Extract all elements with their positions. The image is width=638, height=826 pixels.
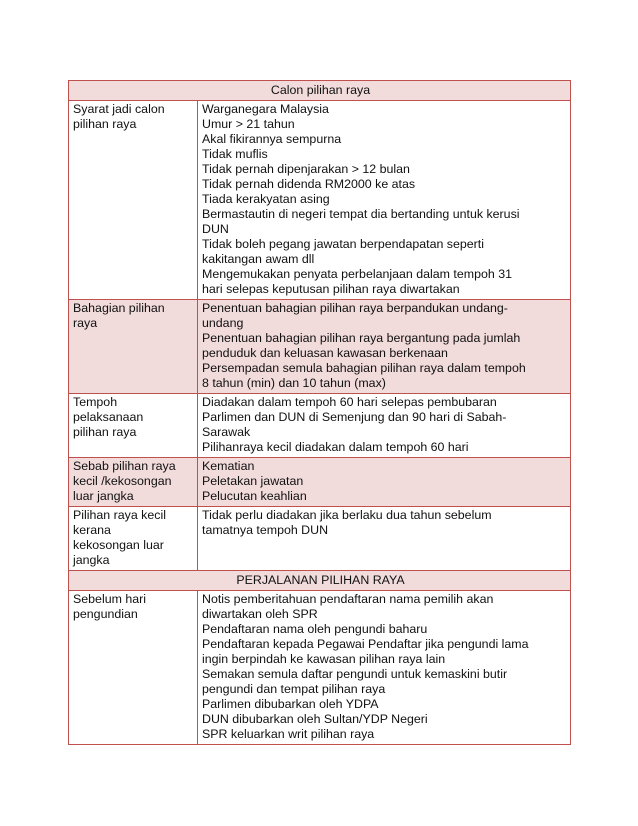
row-label-line: jangka	[73, 553, 110, 567]
row-label-line: Pilihan raya kecil	[73, 508, 166, 522]
detail-line: Semakan semula daftar pengundi untuk kemaskini butir	[202, 667, 508, 681]
row-label-line: pilihan raya	[73, 117, 137, 131]
detail-line: Diadakan dalam tempoh 60 hari selepas pembubaran	[202, 395, 497, 409]
detail-line: Warganegara Malaysia	[202, 102, 329, 116]
detail-line: Tidak boleh pegang jawatan berpendapatan seperti	[202, 237, 484, 251]
detail-line: diwartakan oleh SPR	[202, 607, 318, 621]
detail-line: ingin berpindah ke kawasan pilihan raya lain	[202, 652, 446, 666]
row-label	[69, 101, 198, 300]
detail-line: 8 tahun (min) dan 10 tahun (max)	[202, 376, 386, 390]
row-label-line: Syarat jadi calon	[73, 102, 165, 116]
detail-line: Penentuan bahagian pilihan raya berpandukan undang-	[202, 301, 508, 315]
row-label	[69, 394, 198, 458]
detail-line: Tidak pernah dipenjarakan > 12 bulan	[202, 162, 410, 176]
header-perjalanan: PERJALANAN PILIHAN RAYA	[69, 571, 571, 591]
row-label	[69, 507, 198, 571]
detail-line: Notis pemberitahuan pendaftaran nama pemilih akan	[202, 592, 494, 606]
row-label-line: pilihan raya	[73, 425, 137, 439]
table-row	[69, 458, 571, 507]
detail-line: Bermastautin di negeri tempat dia bertanding untuk kerusi	[202, 207, 520, 221]
row-details	[198, 300, 571, 394]
detail-line: Tidak muflis	[202, 147, 268, 161]
row-label-line: raya	[73, 316, 98, 330]
table-row	[69, 591, 571, 745]
header-calon: Calon pilihan raya	[69, 81, 571, 101]
detail-line: Penentuan bahagian pilihan raya bergantung pada jumlah	[202, 331, 521, 345]
row-label-line: luar jangka	[73, 489, 134, 503]
detail-line: Tidak perlu diadakan jika berlaku dua tahun sebelum	[202, 508, 492, 522]
row-label-line: Sebab pilihan raya	[73, 459, 176, 473]
detail-line: undang	[202, 316, 244, 330]
table-row	[69, 101, 571, 300]
detail-line: Sarawak	[202, 425, 251, 439]
detail-line: penduduk dan keluasan kawasan berkenaan	[202, 346, 448, 360]
election-table	[68, 80, 571, 745]
detail-line: Pelucutan keahlian	[202, 489, 307, 503]
detail-line: Pilihanraya kecil diadakan dalam tempoh 60 hari	[202, 440, 469, 454]
detail-line: Parlimen dan DUN di Semenjung dan 90 hari di Sabah-	[202, 410, 507, 424]
row-label	[69, 591, 198, 745]
detail-line: Kematian	[202, 459, 255, 473]
row-label-line: Tempoh	[73, 395, 118, 409]
row-label-line: kekosongan luar	[73, 538, 164, 552]
row-label-line: Sebelum hari	[73, 592, 147, 606]
row-label-line: Bahagian pilihan	[73, 301, 165, 315]
detail-line: Pendaftaran nama oleh pengundi baharu	[202, 622, 428, 636]
detail-line: Umur > 21 tahun	[202, 117, 295, 131]
row-details	[198, 101, 571, 300]
detail-line: Pendaftaran kepada Pegawai Pendaftar jika pengundi lama	[202, 637, 529, 651]
detail-line: SPR keluarkan writ pilihan raya	[202, 727, 375, 741]
row-label-line: kerana	[73, 523, 111, 537]
table-row	[69, 507, 571, 571]
row-details	[198, 394, 571, 458]
detail-line: Tiada kerakyatan asing	[202, 192, 330, 206]
detail-line: DUN	[202, 222, 229, 236]
row-label	[69, 458, 198, 507]
row-label-line: pelaksanaan	[73, 410, 144, 424]
detail-line: Peletakan jawatan	[202, 474, 304, 488]
header-row-perjalanan	[69, 571, 571, 591]
detail-line: Mengemukakan penyata perbelanjaan dalam tempoh 31	[202, 267, 512, 281]
table-row	[69, 394, 571, 458]
detail-line: Tidak pernah didenda RM2000 ke atas	[202, 177, 416, 191]
detail-line: Persempadan semula bahagian pilihan raya dalam tempoh	[202, 361, 526, 375]
row-label	[69, 300, 198, 394]
detail-line: kakitangan awam dll	[202, 252, 315, 266]
detail-line: pengundi dan tempat pilihan raya	[202, 682, 386, 696]
detail-line: hari selepas keputusan pilihan raya diwartakan	[202, 282, 460, 296]
row-details	[198, 507, 571, 571]
detail-line: Akal fikirannya sempurna	[202, 132, 342, 146]
row-details	[198, 458, 571, 507]
row-label-line: pengundian	[73, 607, 138, 621]
header-row-calon	[69, 81, 571, 101]
table-row	[69, 300, 571, 394]
row-details	[198, 591, 571, 745]
detail-line: Parlimen dibubarkan oleh YDPA	[202, 697, 379, 711]
row-label-line: kecil /kekosongan	[73, 474, 172, 488]
detail-line: tamatnya tempoh DUN	[202, 523, 329, 537]
detail-line: DUN dibubarkan oleh Sultan/YDP Negeri	[202, 712, 428, 726]
